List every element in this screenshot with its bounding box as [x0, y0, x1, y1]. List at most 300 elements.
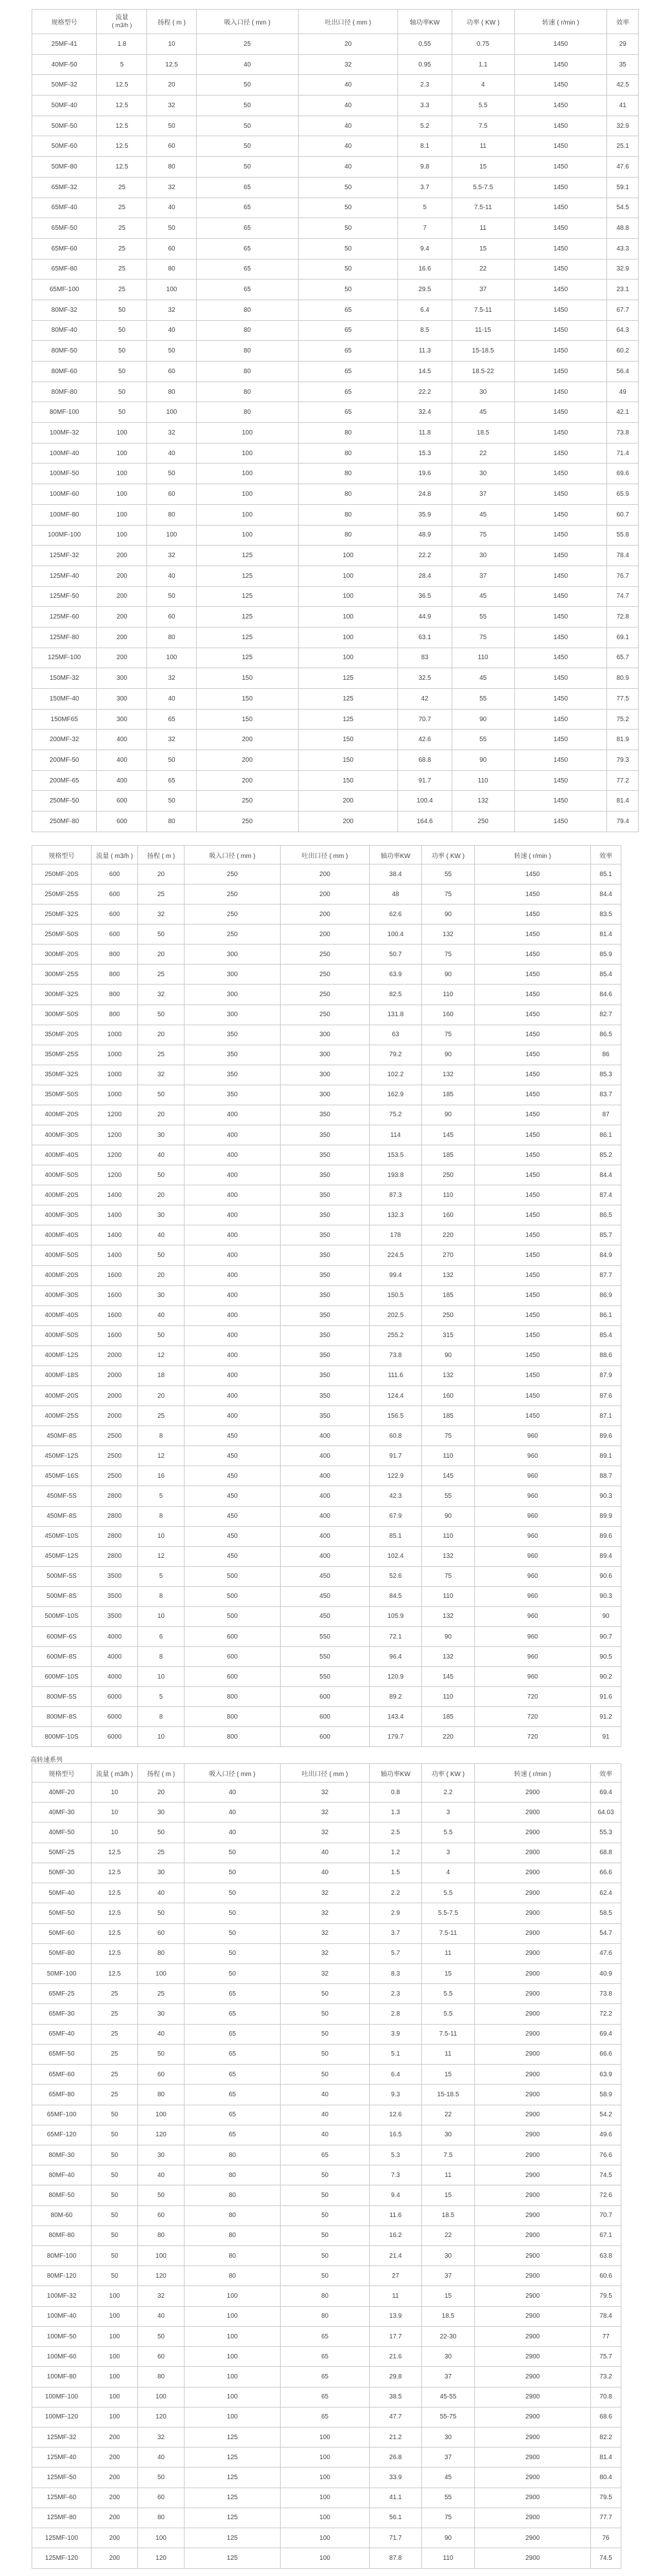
cell-head: 50 [147, 750, 196, 771]
cell-model: 400MF-30S [32, 1285, 92, 1305]
cell-inlet-diameter: 400 [185, 1305, 281, 1325]
cell-speed: 1450 [514, 300, 607, 320]
cell-shaft-power: 42 [398, 689, 452, 710]
cell-head: 5 [138, 1486, 185, 1506]
cell-inlet-diameter: 500 [185, 1566, 281, 1586]
cell-flow: 50 [92, 2225, 138, 2245]
cell-efficiency: 84.4 [591, 1165, 621, 1185]
cell-shaft-power: 1.3 [370, 1803, 422, 1823]
cell-power: 3 [422, 1843, 475, 1863]
table-row [32, 1727, 621, 1747]
table-row [32, 791, 639, 812]
cell-power: 75 [422, 1025, 475, 1045]
table-row [32, 2044, 621, 2064]
cell-power: 22-30 [422, 2326, 475, 2346]
cell-speed: 1450 [475, 905, 591, 925]
cell-outlet-diameter: 50 [281, 2246, 370, 2266]
cell-flow: 600 [92, 864, 138, 884]
cell-efficiency: 70.7 [591, 2205, 621, 2225]
cell-shaft-power: 42.3 [370, 1486, 422, 1506]
table-header-row [32, 10, 639, 34]
cell-head: 80 [138, 1943, 185, 1963]
cell-head: 40 [138, 2024, 185, 2044]
cell-head: 120 [138, 2548, 185, 2568]
cell-model: 65MF-120 [32, 2125, 92, 2145]
cell-shaft-power: 6.4 [370, 2065, 422, 2085]
cell-head: 120 [138, 2266, 185, 2286]
cell-model: 65MF-60 [32, 238, 97, 259]
cell-efficiency: 60.7 [607, 504, 639, 525]
cell-power: 3 [422, 1803, 475, 1823]
cell-head: 12 [138, 1546, 185, 1566]
cell-speed: 1450 [514, 566, 607, 586]
cell-outlet-diameter: 80 [298, 443, 397, 464]
cell-model: 100MF-60 [32, 484, 97, 505]
cell-efficiency: 63.9 [591, 2065, 621, 2085]
cell-inlet-diameter: 400 [185, 1205, 281, 1225]
cell-speed: 1450 [514, 218, 607, 239]
table-row [32, 2165, 621, 2185]
cell-efficiency: 72.8 [607, 607, 639, 628]
cell-inlet-diameter: 80 [196, 300, 298, 320]
cell-speed: 2900 [475, 2286, 591, 2306]
cell-model: 100MF-100 [32, 2387, 92, 2407]
table-row [32, 116, 639, 136]
cell-inlet-diameter: 400 [185, 1406, 281, 1426]
cell-speed: 2900 [475, 1783, 591, 1803]
cell-power: 37 [422, 2266, 475, 2286]
table-row [32, 2548, 621, 2568]
cell-head: 10 [138, 1606, 185, 1626]
cell-inlet-diameter: 350 [185, 1025, 281, 1045]
cell-efficiency: 72.6 [591, 2185, 621, 2205]
cell-efficiency: 60.6 [591, 2266, 621, 2286]
cell-flow: 12.5 [97, 116, 147, 136]
cell-flow: 50 [92, 2145, 138, 2165]
cell-head: 60 [147, 484, 196, 505]
table-row [32, 1803, 621, 1823]
cell-efficiency: 89.1 [591, 1446, 621, 1466]
cell-shaft-power: 5.1 [370, 2044, 422, 2064]
cell-efficiency: 55.8 [607, 525, 639, 546]
cell-speed: 1450 [475, 884, 591, 905]
cell-model: 150MF-32 [32, 668, 97, 689]
cell-flow: 100 [92, 2367, 138, 2387]
cell-power: 37 [452, 484, 514, 505]
cell-speed: 1450 [514, 177, 607, 198]
cell-efficiency: 86.1 [591, 1125, 621, 1145]
cell-efficiency: 68.8 [591, 1843, 621, 1863]
cell-flow: 100 [92, 2326, 138, 2346]
cell-model: 350MF-32S [32, 1065, 92, 1085]
cell-head: 32 [147, 423, 196, 444]
cell-outlet-diameter: 400 [281, 1546, 370, 1566]
cell-inlet-diameter: 125 [196, 566, 298, 586]
cell-model: 400MF-50S [32, 1245, 92, 1265]
cell-speed: 1450 [514, 464, 607, 484]
cell-speed: 1450 [475, 1185, 591, 1205]
cell-power: 37 [422, 2367, 475, 2387]
cell-head: 8 [138, 1647, 185, 1667]
table-row [32, 1486, 621, 1506]
cell-shaft-power: 114 [370, 1125, 422, 1145]
cell-speed: 1450 [514, 668, 607, 689]
cell-shaft-power: 131.8 [370, 1005, 422, 1025]
cell-power: 30 [422, 2246, 475, 2266]
cell-shaft-power: 2.8 [370, 2004, 422, 2024]
cell-outlet-diameter: 350 [281, 1225, 370, 1245]
cell-shaft-power: 72.1 [370, 1626, 422, 1646]
table-row [32, 1783, 621, 1803]
cell-inlet-diameter: 40 [185, 1803, 281, 1823]
cell-speed: 2900 [475, 2266, 591, 2286]
cell-flow: 100 [97, 464, 147, 484]
cell-speed: 2900 [475, 2528, 591, 2548]
cell-power: 7.5-11 [422, 2024, 475, 2044]
cell-efficiency: 81.4 [607, 791, 639, 812]
cell-flow: 800 [92, 965, 138, 985]
cell-shaft-power: 38.5 [370, 2387, 422, 2407]
table-row [32, 1105, 621, 1125]
table-row [32, 1305, 621, 1325]
cell-speed: 1450 [475, 1285, 591, 1305]
cell-inlet-diameter: 125 [196, 627, 298, 648]
cell-head: 20 [138, 864, 185, 884]
cell-power: 75 [422, 945, 475, 965]
cell-speed: 2900 [475, 2326, 591, 2346]
cell-speed: 1450 [514, 812, 607, 832]
cell-model: 100MF-60 [32, 2347, 92, 2367]
cell-inlet-diameter: 450 [185, 1486, 281, 1506]
cell-power: 132 [422, 1546, 475, 1566]
cell-outlet-diameter: 200 [281, 884, 370, 905]
table-row [32, 2085, 621, 2105]
cell-speed: 2900 [475, 2165, 591, 2185]
cell-head: 40 [147, 443, 196, 464]
cell-outlet-diameter: 550 [281, 1647, 370, 1667]
cell-head: 40 [138, 1145, 185, 1165]
cell-outlet-diameter: 250 [281, 985, 370, 1005]
cell-efficiency: 64.3 [607, 320, 639, 341]
cell-outlet-diameter: 350 [281, 1185, 370, 1205]
cell-outlet-diameter: 350 [281, 1165, 370, 1185]
cell-model: 400MF-20S [32, 1386, 92, 1406]
cell-speed: 1450 [475, 1325, 591, 1345]
table-row [32, 1963, 621, 1983]
cell-efficiency: 74.5 [591, 2165, 621, 2185]
table-row [32, 2105, 621, 2125]
cell-flow: 4000 [92, 1626, 138, 1646]
table-row [32, 1285, 621, 1305]
cell-efficiency: 76.7 [607, 566, 639, 586]
cell-model: 400MF-50S [32, 1165, 92, 1185]
cell-flow: 100 [97, 423, 147, 444]
cell-efficiency: 40.9 [591, 1963, 621, 1983]
cell-model: 80MF-80 [32, 382, 97, 402]
cell-efficiency: 87.4 [591, 1185, 621, 1205]
cell-flow: 1400 [92, 1245, 138, 1265]
cell-model: 50MF-50 [32, 1903, 92, 1923]
cell-speed: 1450 [514, 648, 607, 668]
cell-head: 32 [138, 905, 185, 925]
cell-flow: 2500 [92, 1446, 138, 1466]
cell-model: 300MF-32S [32, 985, 92, 1005]
table-body [32, 864, 621, 1747]
cell-shaft-power: 11.8 [398, 423, 452, 444]
cell-head: 120 [138, 2407, 185, 2427]
cell-model: 80MF-120 [32, 2266, 92, 2286]
cell-efficiency: 49 [607, 382, 639, 402]
cell-flow: 25 [97, 198, 147, 218]
cell-flow: 1600 [92, 1265, 138, 1285]
cell-shaft-power: 36.5 [398, 586, 452, 607]
cell-head: 8 [138, 1586, 185, 1606]
cell-speed: 1450 [514, 750, 607, 771]
cell-speed: 960 [475, 1546, 591, 1566]
cell-model: 400MF-20S [32, 1265, 92, 1285]
cell-efficiency: 90.3 [591, 1586, 621, 1606]
header-efficiency: 效率 [591, 1764, 621, 1783]
cell-model: 65MF-80 [32, 259, 97, 280]
cell-power: 160 [422, 1205, 475, 1225]
cell-power: 185 [422, 1145, 475, 1165]
cell-flow: 1000 [92, 1065, 138, 1085]
cell-flow: 2000 [92, 1406, 138, 1426]
cell-flow: 1600 [92, 1305, 138, 1325]
cell-shaft-power: 19.6 [398, 464, 452, 484]
cell-head: 16 [138, 1466, 185, 1486]
table-row [32, 402, 639, 423]
cell-model: 125MF-50 [32, 586, 97, 607]
header-shaft-power: 轴功率KW [370, 846, 422, 864]
cell-flow: 12.5 [92, 1923, 138, 1943]
table-row [32, 2448, 621, 2468]
cell-shaft-power: 0.95 [398, 54, 452, 75]
cell-model: 50MF-60 [32, 1923, 92, 1943]
cell-head: 50 [147, 791, 196, 812]
cell-model: 400MF-20S [32, 1105, 92, 1125]
cell-efficiency: 90 [591, 1606, 621, 1626]
cell-speed: 1450 [514, 136, 607, 157]
cell-flow: 200 [97, 566, 147, 586]
table-row [32, 2306, 621, 2326]
cell-outlet-diameter: 80 [281, 2286, 370, 2306]
cell-outlet-diameter: 50 [281, 2205, 370, 2225]
cell-power: 55 [422, 864, 475, 884]
cell-efficiency: 79.5 [591, 2488, 621, 2508]
cell-shaft-power: 2.3 [398, 75, 452, 96]
cell-flow: 50 [97, 402, 147, 423]
cell-speed: 1450 [514, 607, 607, 628]
cell-power: 185 [422, 1285, 475, 1305]
cell-inlet-diameter: 50 [185, 1943, 281, 1963]
cell-efficiency: 25.1 [607, 136, 639, 157]
cell-head: 20 [138, 1783, 185, 1803]
cell-power: 22 [422, 2225, 475, 2245]
cell-power: 5.5-7.5 [422, 1903, 475, 1923]
cell-speed: 1450 [514, 791, 607, 812]
cell-shaft-power: 73.8 [370, 1345, 422, 1365]
cell-speed: 1450 [475, 1005, 591, 1025]
cell-head: 50 [147, 586, 196, 607]
cell-flow: 100 [97, 525, 147, 546]
cell-efficiency: 67.1 [591, 2225, 621, 2245]
cell-efficiency: 89.4 [591, 1546, 621, 1566]
cell-inlet-diameter: 100 [196, 525, 298, 546]
cell-speed: 2900 [475, 2246, 591, 2266]
cell-power: 15-18.5 [452, 341, 514, 362]
cell-power: 132 [422, 1265, 475, 1285]
cell-model: 800MF-8S [32, 1707, 92, 1727]
cell-model: 450MF-8S [32, 1426, 92, 1446]
cell-efficiency: 58.5 [591, 1903, 621, 1923]
header-power: 功率 ( KW ) [422, 846, 475, 864]
cell-head: 50 [147, 341, 196, 362]
cell-head: 5 [138, 1687, 185, 1707]
table-row [32, 34, 639, 55]
cell-efficiency: 87.7 [591, 1265, 621, 1285]
cell-model: 125MF-50 [32, 2468, 92, 2488]
table-row [32, 1566, 621, 1586]
table-row [32, 280, 639, 300]
cell-model: 150MF-40 [32, 689, 97, 710]
cell-model: 50MF-25 [32, 1843, 92, 1863]
cell-speed: 960 [475, 1446, 591, 1466]
cell-outlet-diameter: 100 [298, 546, 397, 566]
cell-head: 12 [138, 1446, 185, 1466]
cell-efficiency: 66.6 [591, 2044, 621, 2064]
table-row [32, 945, 621, 965]
table-row [32, 1586, 621, 1606]
cell-model: 50MF-80 [32, 157, 97, 178]
cell-flow: 25 [92, 2044, 138, 2064]
cell-speed: 1450 [475, 864, 591, 884]
cell-shaft-power: 63 [370, 1025, 422, 1045]
cell-speed: 1450 [475, 1165, 591, 1185]
cell-inlet-diameter: 65 [185, 2125, 281, 2145]
cell-head: 50 [147, 116, 196, 136]
cell-head: 50 [138, 1903, 185, 1923]
cell-efficiency: 90.2 [591, 1667, 621, 1687]
cell-inlet-diameter: 150 [196, 709, 298, 730]
cell-power: 90 [452, 709, 514, 730]
header-flow-label: 流量 [115, 14, 128, 21]
cell-head: 25 [138, 1406, 185, 1426]
cell-shaft-power: 156.5 [370, 1406, 422, 1426]
cell-head: 100 [147, 525, 196, 546]
cell-efficiency: 48.8 [607, 218, 639, 239]
cell-efficiency: 85.3 [591, 1065, 621, 1085]
cell-shaft-power: 3.7 [398, 177, 452, 198]
cell-power: 5.5 [422, 1883, 475, 1903]
cell-model: 65MF-40 [32, 2024, 92, 2044]
cell-power: 55 [452, 730, 514, 750]
header-speed: 转速 ( r/min ) [475, 1764, 591, 1783]
table-row [32, 1365, 621, 1385]
cell-head: 25 [138, 884, 185, 905]
cell-model: 300MF-20S [32, 945, 92, 965]
cell-shaft-power: 24.8 [398, 484, 452, 505]
cell-speed: 2900 [475, 2367, 591, 2387]
cell-power: 18.5-22 [452, 362, 514, 382]
cell-outlet-diameter: 400 [281, 1526, 370, 1546]
cell-flow: 1000 [92, 1025, 138, 1045]
cell-power: 90 [422, 965, 475, 985]
cell-outlet-diameter: 350 [281, 1105, 370, 1125]
cell-inlet-diameter: 450 [185, 1466, 281, 1486]
cell-shaft-power: 7 [398, 218, 452, 239]
cell-flow: 25 [92, 1984, 138, 2004]
cell-outlet-diameter: 450 [281, 1566, 370, 1586]
cell-head: 120 [138, 2125, 185, 2145]
cell-model: 80MF-32 [32, 300, 97, 320]
cell-power: 30 [452, 546, 514, 566]
cell-head: 80 [138, 2508, 185, 2528]
table-row [32, 75, 639, 96]
cell-head: 100 [138, 1963, 185, 1983]
cell-head: 32 [138, 1065, 185, 1085]
cell-head: 40 [147, 198, 196, 218]
cell-efficiency: 84.9 [591, 1245, 621, 1265]
header-head: 扬程 ( m ) [147, 10, 196, 34]
cell-speed: 2900 [475, 2468, 591, 2488]
cell-head: 20 [138, 1025, 185, 1045]
cell-inlet-diameter: 100 [196, 423, 298, 444]
cell-speed: 1450 [514, 320, 607, 341]
cell-head: 50 [138, 1085, 185, 1105]
table-row [32, 1025, 621, 1045]
cell-flow: 5 [97, 54, 147, 75]
cell-inlet-diameter: 65 [185, 1984, 281, 2004]
cell-shaft-power: 102.2 [370, 1065, 422, 1085]
cell-flow: 2500 [92, 1466, 138, 1486]
cell-outlet-diameter: 32 [281, 1783, 370, 1803]
cell-head: 30 [138, 2145, 185, 2165]
cell-head: 50 [138, 2326, 185, 2346]
cell-inlet-diameter: 125 [185, 2448, 281, 2468]
cell-inlet-diameter: 100 [185, 2367, 281, 2387]
cell-flow: 800 [92, 1005, 138, 1025]
cell-head: 10 [147, 34, 196, 55]
cell-head: 40 [138, 2448, 185, 2468]
cell-speed: 1450 [514, 709, 607, 730]
cell-shaft-power: 120.9 [370, 1667, 422, 1687]
cell-outlet-diameter: 350 [281, 1365, 370, 1385]
cell-outlet-diameter: 550 [281, 1667, 370, 1687]
cell-power: 7.5-11 [452, 198, 514, 218]
cell-power: 90 [452, 750, 514, 771]
cell-shaft-power: 6.4 [398, 300, 452, 320]
cell-flow: 50 [97, 382, 147, 402]
cell-speed: 960 [475, 1647, 591, 1667]
cell-shaft-power: 102.4 [370, 1546, 422, 1566]
cell-shaft-power: 68.8 [398, 750, 452, 771]
cell-flow: 10 [92, 1803, 138, 1823]
cell-shaft-power: 48 [370, 884, 422, 905]
cell-outlet-diameter: 300 [281, 1045, 370, 1065]
cell-efficiency: 83.5 [591, 905, 621, 925]
cell-model: 125MF-40 [32, 2448, 92, 2468]
cell-power: 90 [422, 1045, 475, 1065]
cell-outlet-diameter: 100 [281, 2508, 370, 2528]
cell-speed: 1450 [475, 1085, 591, 1105]
cell-power: 110 [422, 2548, 475, 2568]
cell-speed: 720 [475, 1707, 591, 1727]
cell-head: 60 [147, 362, 196, 382]
cell-outlet-diameter: 40 [281, 2125, 370, 2145]
cell-flow: 200 [97, 627, 147, 648]
cell-inlet-diameter: 600 [185, 1667, 281, 1687]
